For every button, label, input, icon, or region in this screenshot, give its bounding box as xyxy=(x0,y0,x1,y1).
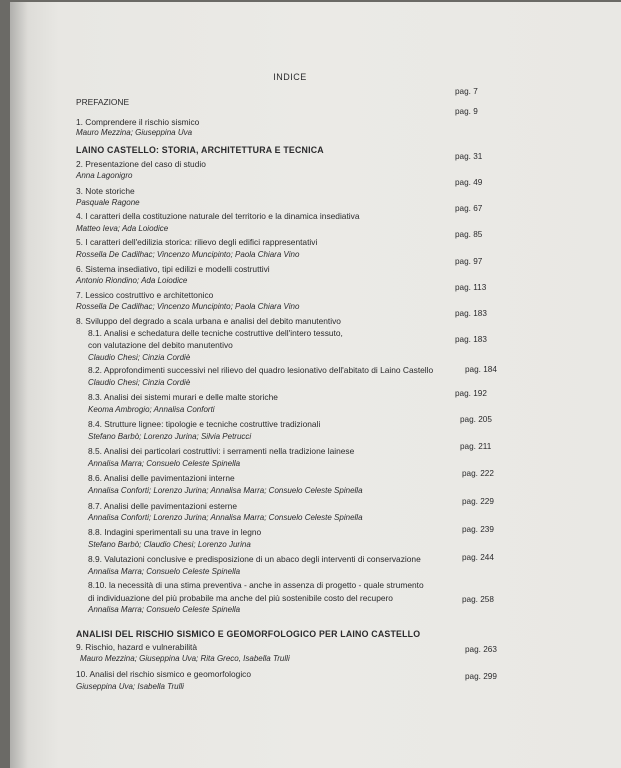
toc-entry-8-1: 8.1. Analisi e schedatura delle tecniche costruttive dell'intero tessuto, xyxy=(88,328,343,338)
toc-entry-8-8: 8.8. Indagini sperimentali su una trave in legno xyxy=(88,527,262,537)
toc-entry-8-3: 8.3. Analisi dei sistemi murari e delle malte storiche xyxy=(88,392,278,402)
authors-8-5: Annalisa Marra; Consuelo Celeste Spinella xyxy=(88,459,241,468)
authors-9: Mauro Mezzina; Giuseppina Uva; Rita Greco, Isabella Trulli xyxy=(80,654,290,663)
page-number-8-10: pag. 258 xyxy=(462,595,494,604)
authors-6: Antonio Riondino; Ada Loiodice xyxy=(76,276,188,285)
authors-7: Rossella De Cadilhac; Vincenzo Muncipinto; Paola Chiara Vino xyxy=(76,302,300,311)
page-number-8-1: pag. 183 xyxy=(455,335,487,344)
toc-entry-prefazione: PREFAZIONE xyxy=(76,97,130,107)
toc-entry-5: 5. I caratteri dell'edilizia storica: rilievo degli edifici rappresentativi xyxy=(76,237,318,247)
page-number-8-7: pag. 229 xyxy=(462,497,494,506)
toc-entry-8-5: 8.5. Analisi dei particolari costruttivi: i serramenti nella tradizione lainese xyxy=(88,446,355,456)
page-number-2: pag. 31 xyxy=(455,152,483,161)
toc-entry-7: 7. Lessico costruttivo e architettonico xyxy=(76,290,214,300)
authors-3: Pasquale Ragone xyxy=(76,198,140,207)
section-heading-rischio: ANALISI DEL RISCHIO SISMICO E GEOMORFOLOGICO PER LAINO CASTELLO xyxy=(76,629,421,639)
authors-8-2: Claudio Chesi; Cinzia Cordiè xyxy=(88,378,191,387)
page-number-10: pag. 299 xyxy=(465,672,497,681)
page-number-8-3: pag. 192 xyxy=(455,389,487,398)
toc-entry-8-6: 8.6. Analisi delle pavimentazioni interne xyxy=(88,473,235,483)
toc-entry-8-9: 8.9. Valutazioni conclusive e predisposizione di un abaco degli interventi di conservazione xyxy=(88,554,421,564)
authors-8-7: Annalisa Conforti; Lorenzo Jurina; Annalisa Marra; Consuelo Celeste Spinella xyxy=(88,513,363,522)
authors-8-9: Annalisa Marra; Consuelo Celeste Spinella xyxy=(88,567,241,576)
book-page xyxy=(10,2,621,768)
toc-entry-9: 9. Rischio, hazard e vulnerabilità xyxy=(76,642,198,652)
page-number-8-8: pag. 239 xyxy=(462,525,494,534)
toc-entry-8-10: 8.10. la necessità di una stima preventiva - anche in assenza di progetto - quale strumento xyxy=(88,580,424,590)
toc-entry-8-1-cont: con valutazione del debito manutentivo xyxy=(88,340,233,350)
toc-entry-2: 2. Presentazione del caso di studio xyxy=(76,159,206,169)
authors-8-3: Keoma Ambrogio; Annalisa Conforti xyxy=(88,405,215,414)
toc-entry-10: 10. Analisi del rischio sismico e geomorfologico xyxy=(76,669,252,679)
toc-entry-4: 4. I caratteri della costituzione naturale del territorio e la dinamica insediativa xyxy=(76,211,360,221)
page-number-8-6: pag. 222 xyxy=(462,469,494,478)
toc-entry-8: 8. Sviluppo del degrado a scala urbana e analisi del debito manutentivo xyxy=(76,316,341,326)
toc-entry-8-10-cont: di individuazione del più probabile ma anche del più sostenibile costo del recupero xyxy=(88,593,393,603)
authors-8-8: Stefano Barbò; Claudio Chesi; Lorenzo Jurina xyxy=(88,540,251,549)
section-heading-laino: LAINO CASTELLO: STORIA, ARCHITETTURA E TECNICA xyxy=(76,145,324,155)
authors-1: Mauro Mezzina; Giuseppina Uva xyxy=(76,128,193,137)
authors-8-10: Annalisa Marra; Consuelo Celeste Spinella xyxy=(88,605,241,614)
authors-8-1: Claudio Chesi; Cinzia Cordiè xyxy=(88,353,191,362)
page-number-8-4: pag. 205 xyxy=(460,415,492,424)
page-number-1: pag. 9 xyxy=(455,107,478,116)
page-number-8-9: pag. 244 xyxy=(462,553,494,562)
toc-entry-8-2: 8.2. Approfondimenti successivi nel rilievo del quadro lesionativo dell'abitato di Laino Castello xyxy=(88,365,434,375)
authors-8-4: Stefano Barbò; Lorenzo Jurina; Silvia Petrucci xyxy=(88,432,252,441)
toc-entry-8-7: 8.7. Analisi delle pavimentazioni esterne xyxy=(88,501,237,511)
page-number-prefazione: pag. 7 xyxy=(455,87,478,96)
toc-entry-3: 3. Note storiche xyxy=(76,186,135,196)
page-number-6: pag. 97 xyxy=(455,257,483,266)
page-number-4: pag. 67 xyxy=(455,204,483,213)
page-number-9: pag. 263 xyxy=(465,645,497,654)
page-number-8: pag. 183 xyxy=(455,309,487,318)
authors-8-6: Annalisa Conforti; Lorenzo Jurina; Annalisa Marra; Consuelo Celeste Spinella xyxy=(88,486,363,495)
toc-entry-6: 6. Sistema insediativo, tipi edilizi e modelli costruttivi xyxy=(76,264,270,274)
page-number-8-2: pag. 184 xyxy=(465,365,497,374)
authors-2: Anna Lagonigro xyxy=(76,171,133,180)
toc-entry-8-4: 8.4. Strutture lignee: tipologie e tecniche costruttive tradizionali xyxy=(88,419,321,429)
authors-5: Rossella De Cadilhac; Vincenzo Muncipinto; Paola Chiara Vino xyxy=(76,250,300,259)
toc-entry-1: 1. Comprendere il rischio sismico xyxy=(76,117,200,127)
page-number-5: pag. 85 xyxy=(455,230,483,239)
page-number-7: pag. 113 xyxy=(455,283,487,292)
index-title: INDICE xyxy=(273,72,307,82)
page-number-3: pag. 49 xyxy=(455,178,483,187)
authors-10: Giuseppina Uva; Isabella Trulli xyxy=(76,682,184,691)
page-number-8-5: pag. 211 xyxy=(460,442,492,451)
authors-4: Matteo Ieva; Ada Loiodice xyxy=(76,224,169,233)
